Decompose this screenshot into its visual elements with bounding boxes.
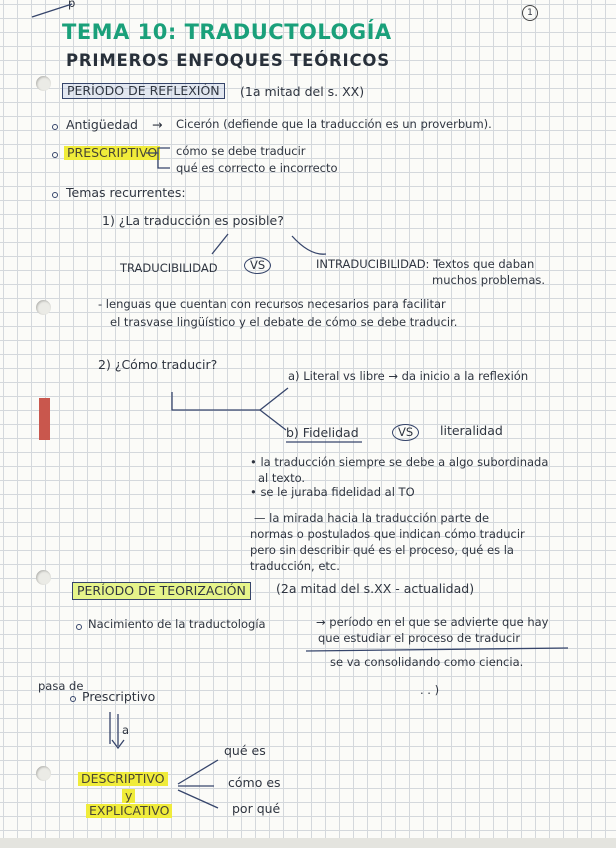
nacimiento-line-3: se va consolidando como ciencia. xyxy=(330,655,524,669)
bullet-icon xyxy=(52,192,58,198)
lenguas-line-2: el trasvase lingüístico y el debate de cómo se debe traducir. xyxy=(110,315,458,329)
antiguedad-text: Cicerón (defiende que la traducción es un proverbum). xyxy=(176,117,492,131)
bullet-icon xyxy=(52,152,58,158)
nacimiento-line-1: → período en el que se advierte que hay xyxy=(316,615,549,629)
descriptivo-highlight: DESCRIPTIVO xyxy=(78,772,168,786)
binder-hole xyxy=(36,300,51,315)
branch-line xyxy=(292,236,326,254)
bullet-icon xyxy=(70,696,76,702)
y-highlight: y xyxy=(122,789,135,803)
branch-line xyxy=(178,790,218,808)
section-label-reflexion: PERÍODO DE REFLEXIÓN xyxy=(62,83,225,99)
bracket-line xyxy=(260,388,288,410)
corner-mark: p xyxy=(68,0,76,10)
explicativo-highlight: EXPLICATIVO xyxy=(86,804,172,818)
antiguedad-label: Antigüedad xyxy=(66,117,138,132)
section-label-teorizacion: PERÍODO DE TEORIZACIÓN xyxy=(72,582,251,600)
page-subtitle: PRIMEROS ENFOQUES TEÓRICOS xyxy=(66,51,390,70)
a-label: a xyxy=(122,723,130,737)
nacimiento-label: Nacimiento de la traductología xyxy=(88,617,266,631)
arrow-icon: → xyxy=(152,117,163,132)
branch-line xyxy=(212,234,228,254)
fidelidad-line-2: al texto. xyxy=(258,471,306,485)
mirada-line-4: traducción, etc. xyxy=(250,559,340,573)
lenguas-line-1: - lenguas que cuentan con recursos necesarios para facilitar xyxy=(98,297,446,311)
pasa-de-label: pasa de xyxy=(38,679,84,693)
mirada-line-2: normas o postulados que indican cómo traducir xyxy=(250,527,525,541)
intraducibilidad-label: INTRADUCIBILIDAD: Textos que daban xyxy=(316,257,535,271)
option-b: b) Fidelidad xyxy=(286,425,359,440)
branch-line xyxy=(178,760,218,784)
binder-hole xyxy=(36,766,51,781)
bullet-icon xyxy=(52,124,58,130)
prescriptivo-line-1: cómo se debe traducir xyxy=(176,144,306,158)
notebook-tab xyxy=(39,398,50,440)
underline xyxy=(306,648,568,651)
page-number: 1 xyxy=(522,5,538,21)
vs-circle: VS xyxy=(244,257,271,274)
question-2: 2) ¿Cómo traducir? xyxy=(98,357,218,372)
binder-hole xyxy=(36,570,51,585)
prescriptivo-line-2: qué es correcto e incorrecto xyxy=(176,161,338,175)
prescriptivo-label: Prescriptivo xyxy=(82,689,156,704)
section-note-reflexion: (1a mitad del s. XX) xyxy=(240,84,365,99)
nacimiento-line-2: que estudiar el proceso de traducir xyxy=(318,631,521,645)
ellipsis-note: . . ) xyxy=(420,683,440,697)
arrow-head xyxy=(112,740,124,748)
bullet-icon xyxy=(76,624,82,630)
section-note-teorizacion: (2a mitad del s.XX - actualidad) xyxy=(276,581,475,596)
fidelidad-line-1: • la traducción siempre se debe a algo subordinada xyxy=(250,455,549,469)
fidelidad-line-3: • se le juraba fidelidad al TO xyxy=(250,485,415,499)
como-es-label: cómo es xyxy=(228,775,281,790)
bracket-line xyxy=(260,410,286,430)
page-title: TEMA 10: TRADUCTOLOGÍA xyxy=(62,20,392,44)
corner-stroke xyxy=(32,4,72,17)
mirada-line-1: — la mirada hacia la traducción parte de xyxy=(254,511,490,525)
mirada-line-3: pero sin describir qué es el proceso, qué es la xyxy=(250,543,514,557)
por-que-label: por qué xyxy=(232,801,281,816)
prescriptivo-highlight: PRESCRIPTIVO xyxy=(64,146,160,160)
traducibilidad-label: TRADUCIBILIDAD xyxy=(120,261,218,275)
temas-heading: Temas recurrentes: xyxy=(66,185,186,200)
que-es-label: qué es xyxy=(224,743,266,758)
bracket-line xyxy=(172,392,260,410)
intraducibilidad-note: muchos problemas. xyxy=(432,273,546,287)
page-bottom-edge xyxy=(0,838,616,848)
option-a: a) Literal vs libre → da inicio a la reflexión xyxy=(288,369,529,383)
literalidad-label: literalidad xyxy=(440,423,503,438)
binder-hole xyxy=(36,76,51,91)
vs-circle-2: VS xyxy=(392,424,419,441)
question-1: 1) ¿La traducción es posible? xyxy=(102,213,284,228)
